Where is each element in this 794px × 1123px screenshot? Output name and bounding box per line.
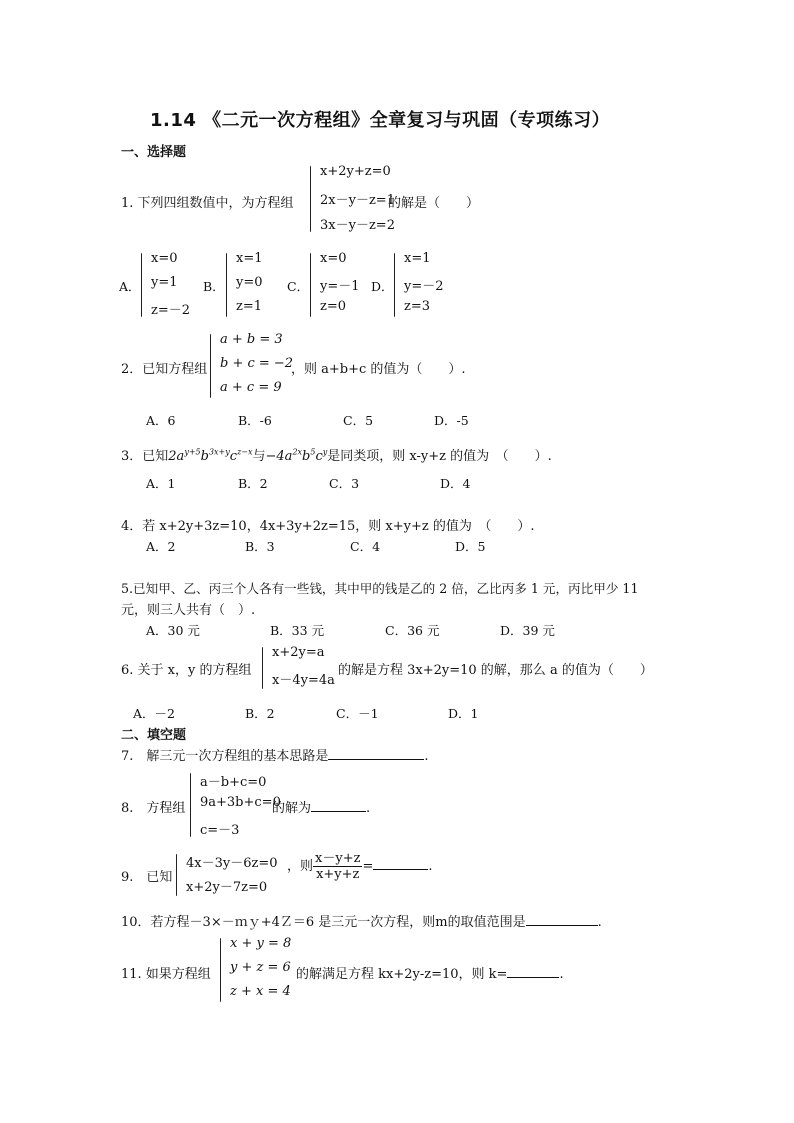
q6-option-b: B．2 bbox=[245, 706, 275, 721]
q5-line1: 5.已知甲、乙、丙三个人各有一些钱，其中甲的钱是乙的 2 倍，乙比丙多 1 元，丙比甲少 11 bbox=[121, 581, 639, 596]
page-title: 1.14 《二元一次方程组》全章复习与巩固（专项练习） bbox=[150, 110, 611, 131]
q1-option-a: x=0 y=1 z=－2 bbox=[141, 251, 201, 321]
q9-mid: ，则 bbox=[287, 859, 314, 874]
q3-prefix: 3．已知 bbox=[121, 449, 169, 464]
q4-text: 4．若 x+2y+3z=10，4x+3y+2z=15，则 x+y+z 的值为 （ ）. bbox=[121, 519, 535, 534]
q9-system: 4x－3y－6z=0 x+2y－7z=0 bbox=[176, 852, 286, 900]
q3-option-b: B．2 bbox=[238, 476, 268, 491]
q1-option-a-label: A． bbox=[119, 279, 141, 294]
q1-option-c: x=0 y=－1 z=0 bbox=[310, 251, 370, 321]
q10-line: 10．若方程－3×－ｍｙ+4Ｚ＝6 是三元一次方程，则m的取值范围是 . bbox=[121, 911, 602, 930]
q1-prefix: 1. 下列四组数值中，为方程组 bbox=[121, 196, 294, 211]
q9-prefix: 9. 已知 bbox=[121, 870, 173, 885]
q6-option-d: D．1 bbox=[448, 706, 479, 721]
q5-option-a: A．30 元 bbox=[146, 623, 200, 638]
q10-answer-blank[interactable] bbox=[526, 912, 598, 926]
q11-tail: 的解满足方程 kx+2y-z=10，则 k= . bbox=[296, 963, 564, 982]
q2-suffix: ，则 a+b+c 的值为（ ）. bbox=[291, 362, 466, 377]
q1-brace bbox=[310, 166, 311, 232]
q7-line: 7. 解三元一次方程组的基本思路是 . bbox=[121, 745, 429, 764]
q3-option-a: A．1 bbox=[146, 476, 176, 491]
q5-option-d: D．39 元 bbox=[500, 623, 555, 638]
q3-line bbox=[121, 445, 552, 464]
q9-answer-blank[interactable] bbox=[373, 856, 428, 870]
q1-option-b: x=1 y=0 z=1 bbox=[226, 251, 276, 321]
q10-text: 10．若方程－3×－ｍｙ+4Ｚ＝6 是三元一次方程，则m的取值范围是 bbox=[121, 915, 526, 930]
q4-option-c: C．4 bbox=[350, 539, 381, 554]
q2-option-d: D．-5 bbox=[434, 413, 469, 428]
q8-prefix: 8. 方程组 bbox=[121, 801, 186, 816]
q3-suffix: 是同类项，则 x-y+z 的值为 （ ）. bbox=[327, 449, 552, 464]
q2-system: a + b = 3 b + c = −2 a + c = 9 bbox=[210, 332, 290, 402]
q1-eq3: 3x－y－z=2 bbox=[320, 218, 395, 233]
q6-prefix: 6. 关于 x，y 的方程组 bbox=[121, 663, 252, 678]
q1-suffix: 的解是（ ） bbox=[388, 196, 480, 211]
q4-option-d: D．5 bbox=[455, 539, 486, 554]
q1-eq1: x+2y+z=0 bbox=[320, 164, 391, 179]
q1-option-c-label: C． bbox=[287, 279, 310, 294]
q2-option-a: A．6 bbox=[146, 413, 176, 428]
q1-eq2: 2x－y－z=1 bbox=[320, 193, 395, 208]
q2-option-c: C．5 bbox=[343, 413, 374, 428]
q4-option-b: B．3 bbox=[245, 539, 275, 554]
q1-option-d-label: D． bbox=[371, 279, 394, 294]
q2-option-b: B．-6 bbox=[238, 413, 272, 428]
q7-answer-blank[interactable] bbox=[328, 746, 424, 760]
q7-text: 7. 解三元一次方程组的基本思路是 bbox=[121, 749, 329, 764]
q3-term1: $2a^{y+5}b^{3x+y}c^{z-x}$ bbox=[168, 447, 253, 464]
q8-tail: 的解为 . bbox=[272, 797, 370, 816]
q5-option-c: C．36 元 bbox=[385, 623, 440, 638]
q8-system: a－b+c=0 9a+3b+c=0 c=－3 bbox=[190, 771, 280, 841]
q3-option-d: D．4 bbox=[440, 476, 471, 491]
q8-answer-blank[interactable] bbox=[311, 798, 366, 812]
q6-system: x+2y=a x－4y=4a bbox=[262, 645, 342, 693]
q11-prefix: 11. 如果方程组 bbox=[121, 967, 211, 982]
q9-numerator: x－y+z bbox=[315, 851, 361, 866]
q11-answer-blank[interactable] bbox=[507, 964, 559, 978]
q1-option-d: x=1 y=－2 z=3 bbox=[394, 251, 454, 321]
section-fill-heading: 二、填空题 bbox=[121, 728, 187, 743]
q9-denominator: x+y+z bbox=[316, 867, 360, 882]
q3-mid: 与 bbox=[252, 449, 266, 464]
q4-option-a: A．2 bbox=[146, 539, 176, 554]
q2-prefix: 2．已知方程组 bbox=[121, 362, 208, 377]
q3-option-c: C．3 bbox=[329, 476, 360, 491]
q1-option-b-label: B． bbox=[203, 279, 225, 294]
section-choice-heading: 一、选择题 bbox=[121, 145, 187, 160]
q9-fraction bbox=[313, 851, 362, 882]
q6-option-a: A．－2 bbox=[133, 706, 175, 721]
q5-line2: 元，则三人共有（ ）. bbox=[121, 603, 256, 618]
q6-suffix: 的解是方程 3x+2y=10 的解，那么 a 的值为（ ） bbox=[338, 663, 653, 678]
q6-option-c: C．－1 bbox=[336, 706, 379, 721]
q9-tail: ，则 $\frac{x-y+z}{x+y+z}$ = . bbox=[287, 851, 433, 882]
q11-suffix: 的解满足方程 kx+2y-z=10，则 k= bbox=[296, 967, 508, 982]
q5-option-b: B．33 元 bbox=[270, 623, 325, 638]
q3-term2: $-4a^{2x}b^5c^y$ bbox=[265, 447, 328, 464]
q11-system: x + y = 8 y + z = 6 z + x = 4 bbox=[220, 936, 310, 1006]
q8-suffix: 的解为 bbox=[272, 801, 312, 816]
